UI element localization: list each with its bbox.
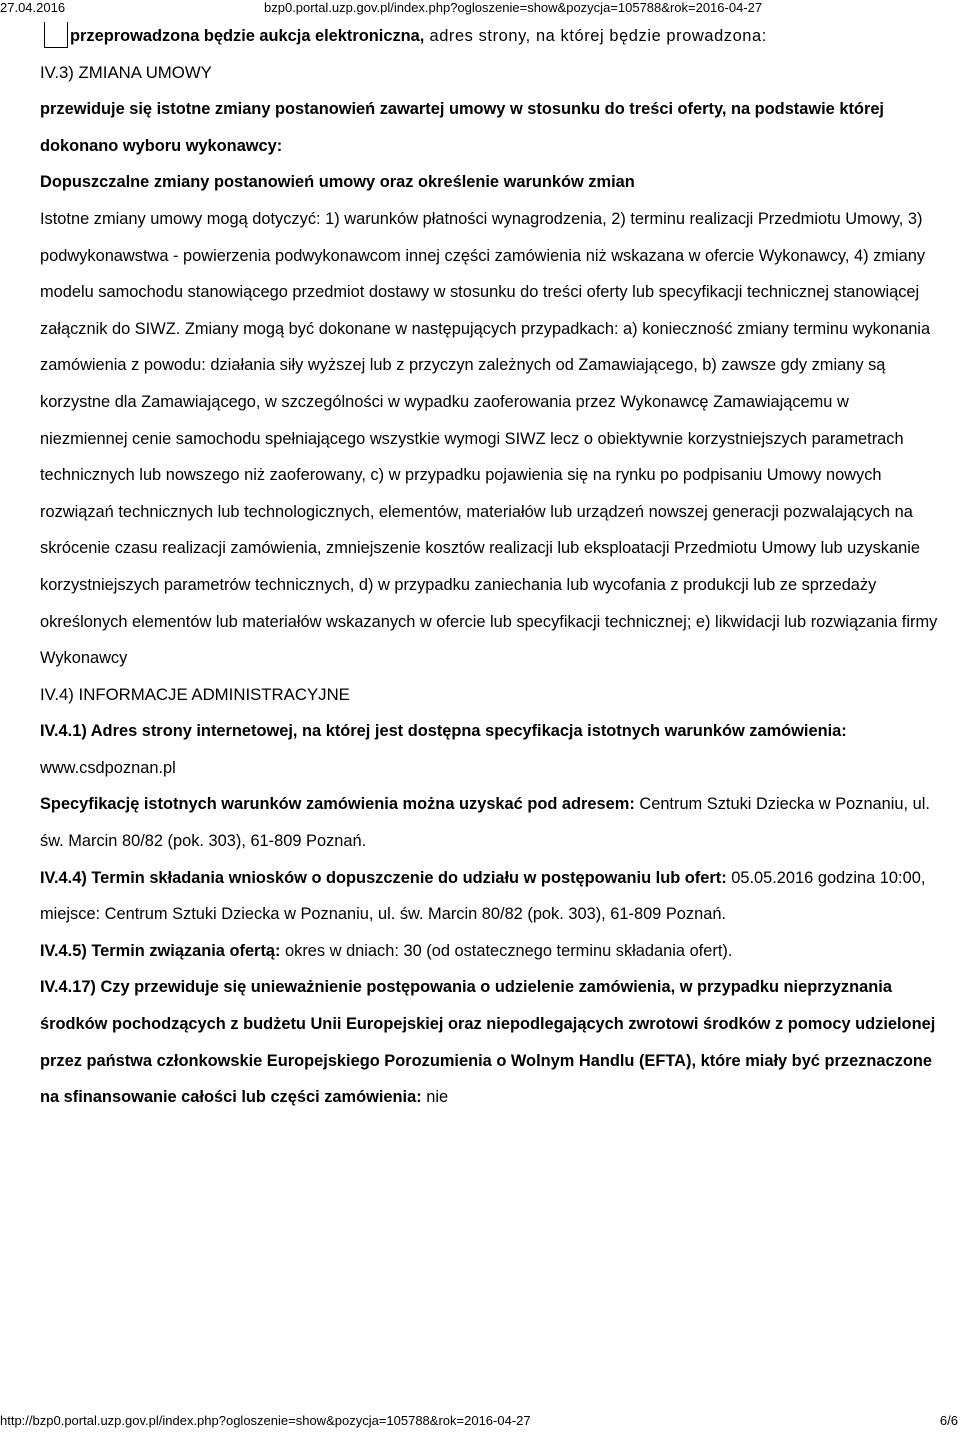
section-iv3-subheading: Dopuszczalne zmiany postanowień umowy oraz określenie warunków zmian (40, 173, 635, 192)
iv41-value: www.csdpoznan.pl (40, 758, 176, 777)
spec-value: Centrum Sztuki Dziecka w Poznaniu, ul. św. Marcin 80/82 (pok. 303), 61-809 Poznań. (40, 795, 930, 851)
spec-paragraph (40, 786, 940, 859)
section-iv3-body: Istotne zmiany umowy mogą dotyczyć: 1) warunków płatności wynagrodzenia, 2) terminu realizacji Przedmiotu Umowy, 3) podwykonawstwa - powierzenia podwykonawcom innej części zamówienia niż wskazana w ofercie Wykonawcy, 4) zmiany modelu samochodu stanowiącego przedmiot dostawy w stosunku do treści oferty lub specyfikacji technicznej stanowiącej załącznik do SIWZ. Zmiany mogą być dokonane w następujących przypadkach: a) konieczność zmiany terminu wykonania zamówienia z powodu: działania siły wyższej lub z przyczyn zależnych od Zamawiającego, b) zawsze gdy zmiany są korzystne dla Zamawiającego, w szczególności w wypadku zaoferowania przez Wykonawcę Zamawiającemu w niezmiennej cenie samochodu spełniającego wszystkie wymogi SIWZ lecz o obiektywnie korzystniejszych parametrach technicznych lub nowszego niż zaoferowany, c) w przypadku pojawienia się na rynku po podpisaniu Umowy nowych rozwiązań technicznych lub technologicznych, elementów, materiałów lub urządzeń nowszej generacji pozwalających na skrócenie czasu realizacji zamówienia, zmniejszenie kosztów realizacji lub eksploatacji Przedmiotu Umowy lub uzyskanie korzystniejszych parametrów technicznych, d) w przypadku zaniechania lub wycofania z produkcji lub ze sprzedaży określonych elementów lub materiałów wskazanych w ofercie lub specyfikacji technicznej; e) likwidacji lub rozwiązania firmy Wykonawcy (40, 209, 938, 668)
spec-label: Specyfikację istotnych warunków zamówienia można uzyskać pod adresem: (40, 795, 635, 814)
iv44-label: IV.4.4) Termin składania wniosków o dopuszczenie do udziału w postępowaniu lub ofert: (40, 868, 727, 887)
iv45-paragraph (40, 933, 940, 970)
iv417-paragraph (40, 969, 940, 1115)
iv45-value: okres w dniach: 30 (od ostatecznego terminu składania ofert). (280, 941, 733, 960)
iv41-label: IV.4.1) Adres strony internetowej, na której jest dostępna specyfikacja istotnych warunków zamówienia: (40, 722, 847, 741)
auction-text: adres strony, na której będzie prowadzona: (424, 27, 767, 45)
auction-label: przeprowadzona będzie aukcja elektroniczna, (70, 27, 425, 45)
page-number: 6/6 (939, 1413, 958, 1428)
print-footer-url: http://bzp0.portal.uzp.gov.pl/index.php?ogloszenie=show&pozycja=105788&rok=2016-04-27 (0, 1413, 531, 1428)
iv44-paragraph (40, 860, 940, 933)
iv45-label: IV.4.5) Termin związania ofertą: (40, 941, 281, 960)
section-iv3-heading: IV.3) ZMIANA UMOWY (40, 62, 212, 82)
print-date: 27.04.2016 (0, 0, 66, 15)
iv417-value: nie (421, 1088, 449, 1107)
print-header-url: bzp0.portal.uzp.gov.pl/index.php?ogloszenie=show&pozycja=105788&rok=2016-04-27 (264, 0, 763, 15)
document-body (40, 18, 940, 1116)
auction-checkbox[interactable] (44, 22, 68, 48)
iv44-value: 05.05.2016 godzina 10:00, miejsce: Centrum Sztuki Dziecka w Poznaniu, ul. św. Marcin 80/82 (pok. 303), 61-809 Poznań. (40, 868, 926, 924)
section-iv4-heading: IV.4) INFORMACJE ADMINISTRACYJNE (40, 684, 350, 704)
iv417-label: IV.4.17) Czy przewiduje się unieważnienie postępowania o udzielenie zamówienia, w przypadku nieprzyznania środków pochodzących z budżetu Unii Europejskiej oraz niepodlegających zwrotowi środków z pomocy udzielonej przez państwa członkowskie Europejskiego Porozumienia o Wolnym Handlu (EFTA), które miały być przeznaczone na sfinansowanie całości lub części zamówienia: (40, 978, 936, 1107)
section-iv3-question: przewiduje się istotne zmiany postanowień zawartej umowy w stosunku do treści oferty, na podstawie której dokonano wyboru wykonawcy: (40, 100, 884, 155)
auction-line (40, 18, 940, 55)
